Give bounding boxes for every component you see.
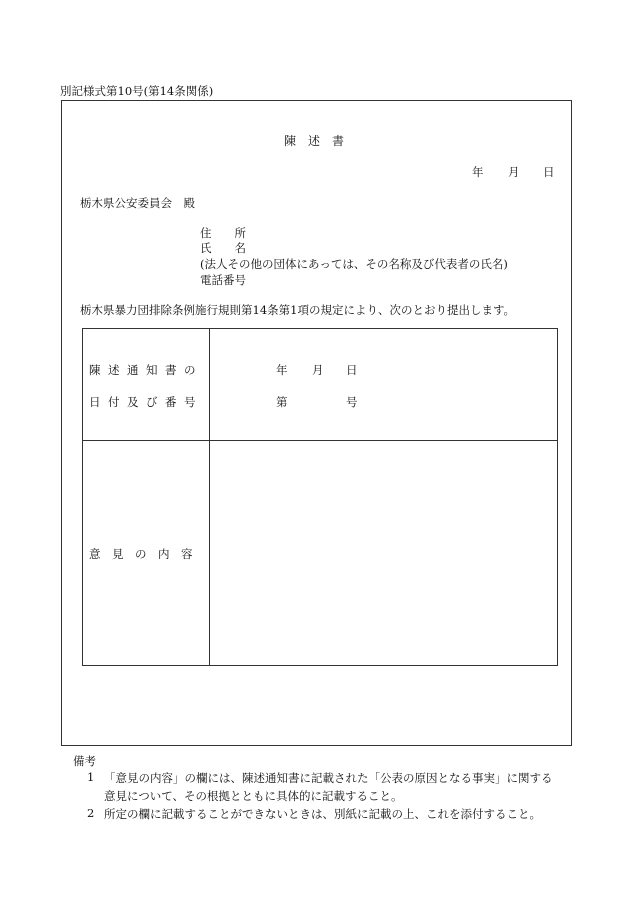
phone-label: 電話番号 xyxy=(200,273,246,287)
note-1-line-2: 意見について、その根拠とともに具体的に記載すること。 xyxy=(104,789,403,803)
statement-table xyxy=(82,328,558,666)
date-day: 日 xyxy=(543,165,555,179)
note-2-number: 2 xyxy=(87,806,95,820)
notice-go: 号 xyxy=(346,395,358,409)
notice-month: 月 xyxy=(312,363,324,377)
notice-date-label-line2: 日付及び番号 xyxy=(89,395,203,409)
notice-year: 年 xyxy=(276,363,288,377)
date-month: 月 xyxy=(508,165,520,179)
table-column-divider xyxy=(209,329,210,665)
opinion-content-label: 意 見 の 内 容 xyxy=(89,547,193,561)
corporation-note: (法人その他の団体にあっては、その名称及び代表者の氏名) xyxy=(200,257,508,271)
notes-heading: 備考 xyxy=(73,754,96,768)
note-2-text: 所定の欄に記載することができないときは、別紙に記載の上、これを添付すること。 xyxy=(104,807,541,821)
note-1-number: 1 xyxy=(87,770,95,784)
date-year: 年 xyxy=(472,165,484,179)
notice-date-label-line1: 陳述通知書の xyxy=(89,363,203,377)
table-row-divider xyxy=(83,440,557,441)
note-1-line-1: 「意見の内容」の欄には、陳述通知書に記載された「公表の原因となる事実」に関する xyxy=(104,771,553,785)
name-label: 氏 名 xyxy=(200,241,246,255)
intro-text: 栃木県暴力団排除条例施行規則第14条第1項の規定により、次のとおり提出します。 xyxy=(80,303,516,317)
address-label: 住 所 xyxy=(200,226,246,240)
form-number-header: 別記様式第10号(第14条関係) xyxy=(60,84,214,98)
addressee: 栃木県公安委員会 殿 xyxy=(80,196,195,210)
form-title: 陳 述 書 xyxy=(284,134,345,148)
notice-dai: 第 xyxy=(276,395,288,409)
notice-day: 日 xyxy=(346,363,358,377)
